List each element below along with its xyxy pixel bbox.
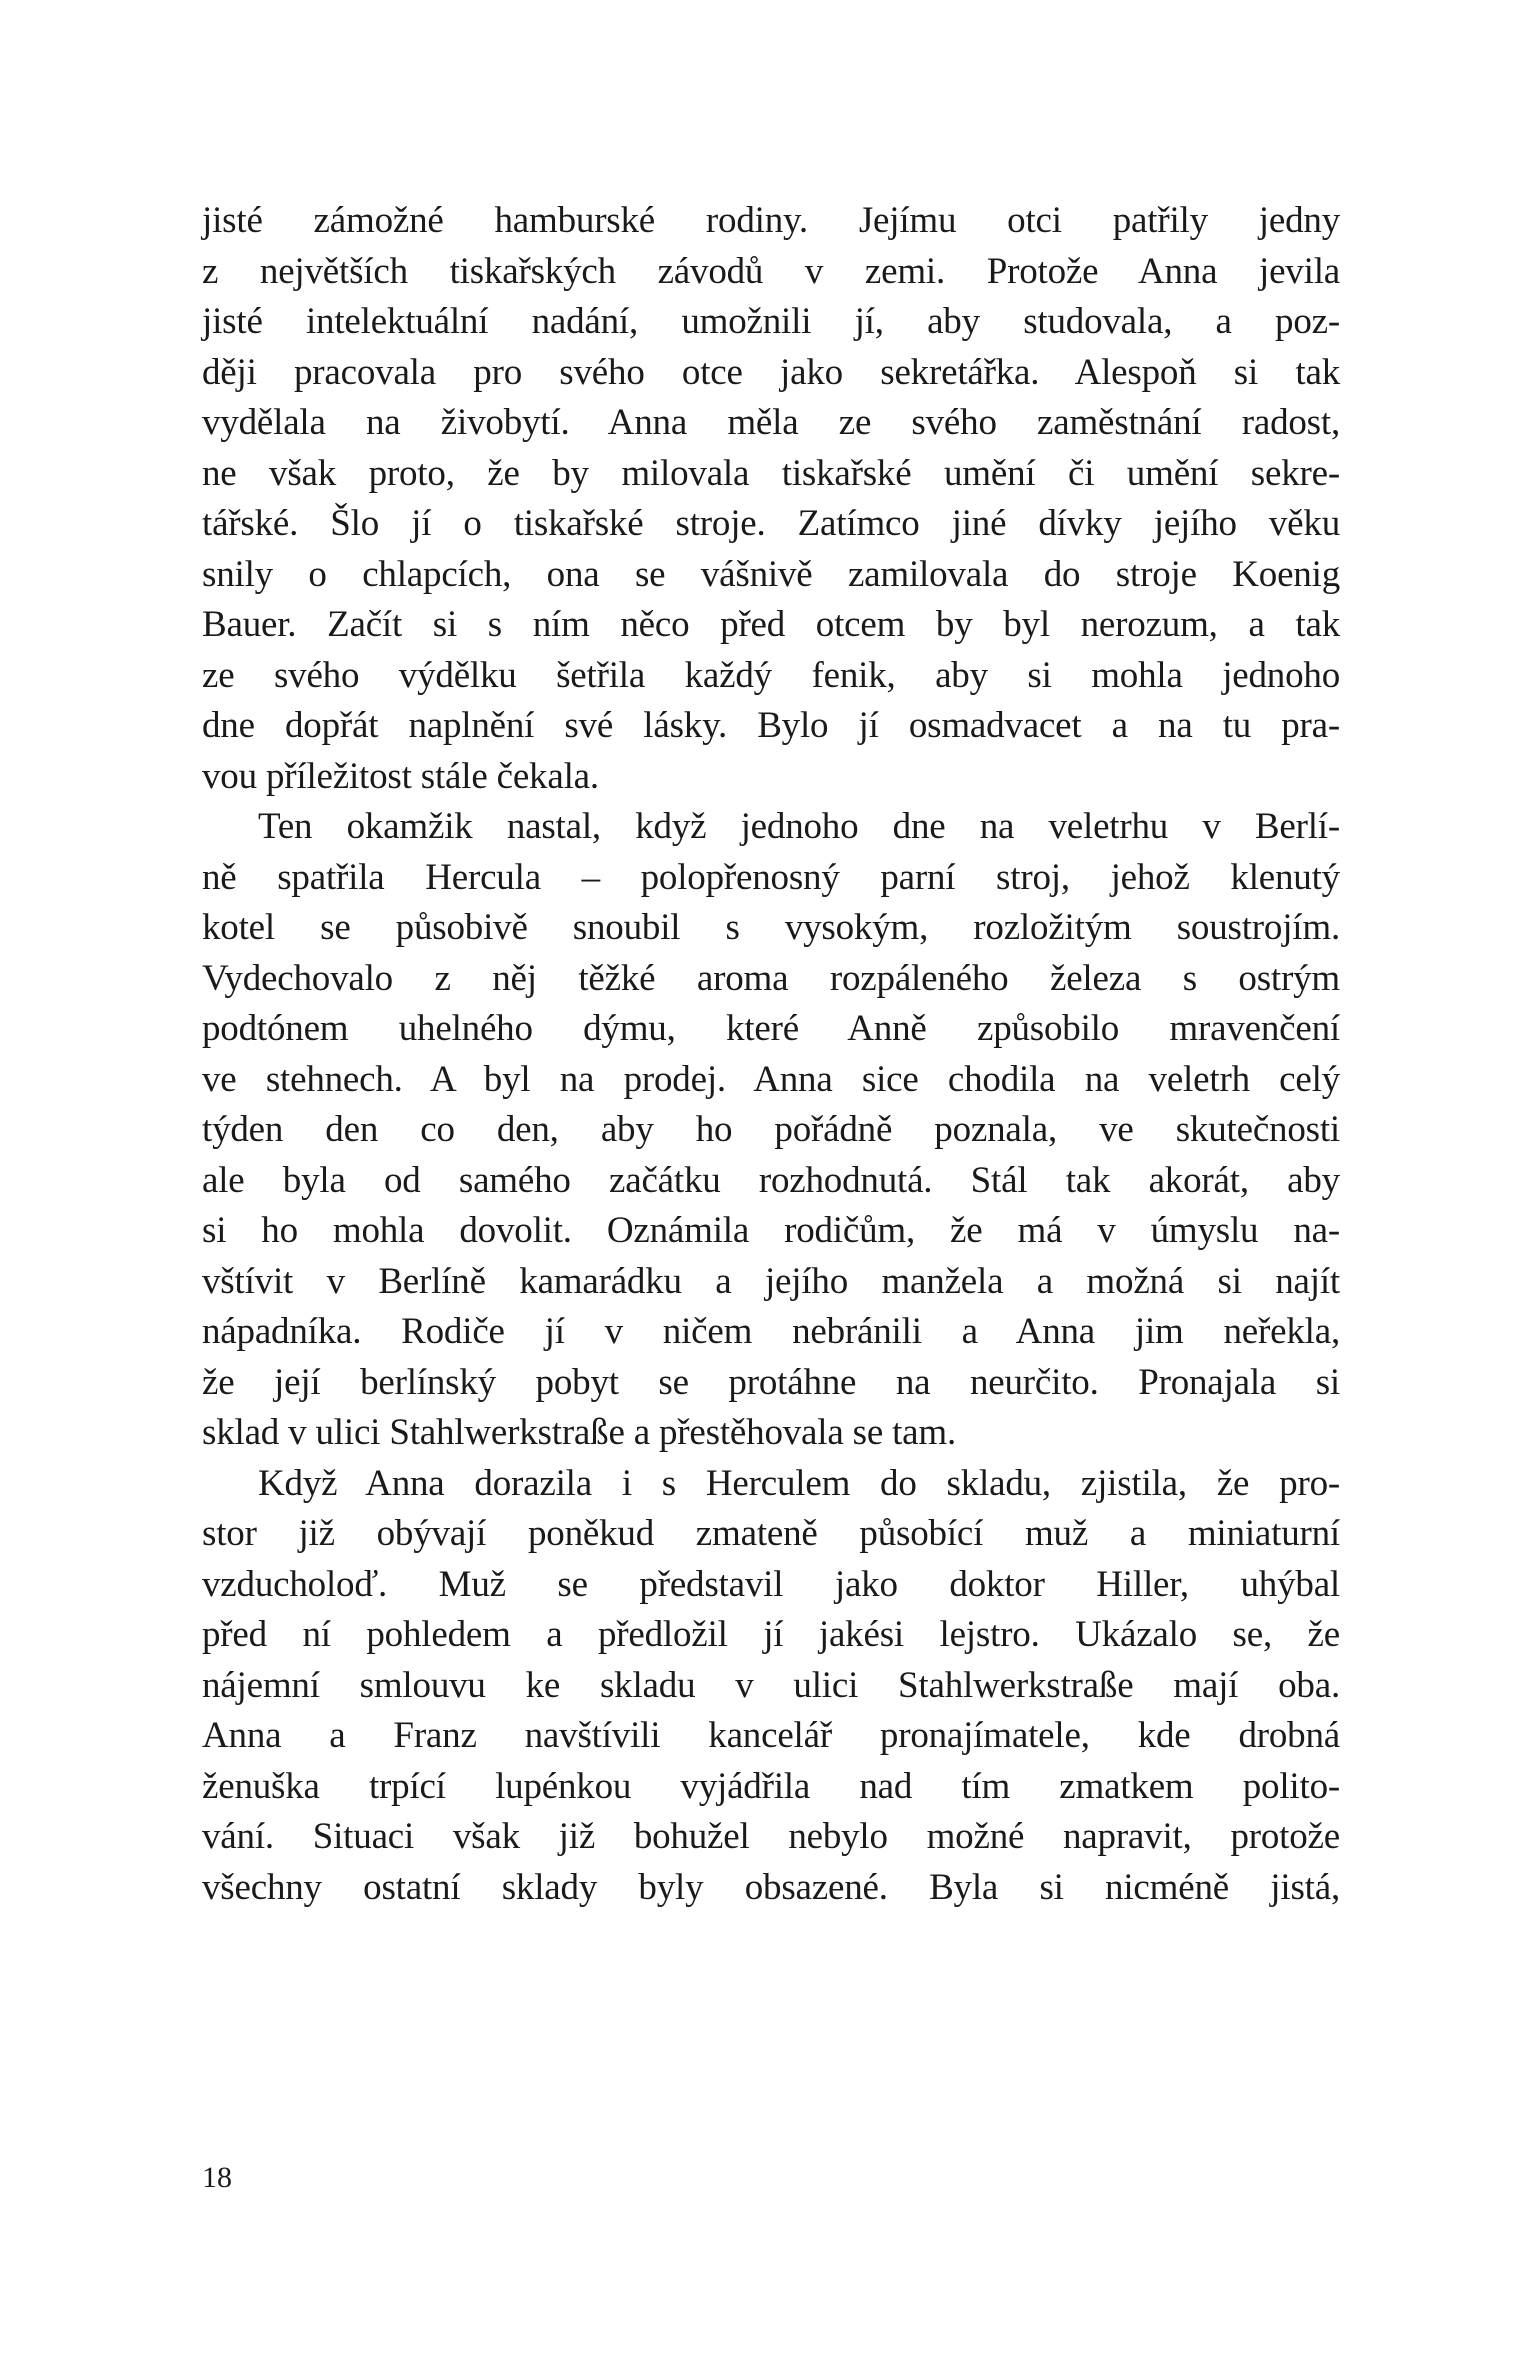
paragraph-1: [202, 196, 1340, 802]
text-line: ze svého výdělku šetřila každý fenik, aby si mohla jednoho: [202, 654, 1340, 696]
text-line: ženuška trpící lupénkou vyjádřila nad tím zmatkem polito-: [202, 1765, 1340, 1807]
text-line: Anna a Franz navštívili kancelář pronajímatele, kde drobná: [202, 1715, 1340, 1756]
text-line: podtónem uhelného dýmu, které Anně způsobilo mravenčení: [202, 1008, 1340, 1049]
text-line: kotel se působivě snoubil s vysokým, rozložitým soustrojím.: [202, 907, 1340, 948]
text-line: vzducholoď. Muž se představil jako doktor Hiller, uhýbal: [202, 1563, 1340, 1605]
text-line: že její berlínský pobyt se protáhne na neurčito. Pronajala si: [202, 1361, 1340, 1403]
text-line: tářské. Šlo jí o tiskařské stroje. Zatímco jiné dívky jejího věku: [202, 503, 1340, 544]
text-line: ně spatřila Hercula – polopřenosný parní stroj, jehož klenutý: [202, 856, 1340, 898]
text-line: před ní pohledem a předložil jí jakési lejstro. Ukázalo se, že: [202, 1614, 1340, 1655]
text-line: jisté zámožné hamburské rodiny. Jejímu otci patřily jedny: [202, 200, 1340, 241]
text-line: vou příležitost stále čekala.: [202, 755, 599, 797]
text-line: vání. Situaci však již bohužel nebylo možné napravit, protože: [202, 1816, 1340, 1857]
text-line: ve stehnech. A byl na prodej. Anna sice chodila na veletrh celý: [202, 1058, 1340, 1100]
body-text: [202, 196, 1340, 1913]
paragraph-2: [202, 802, 1340, 1459]
text-line: Bauer. Začít si s ním něco před otcem by byl nerozum, a tak: [202, 604, 1340, 645]
text-line: týden den co den, aby ho pořádně poznala, ve skutečnosti: [202, 1109, 1340, 1150]
text-line: ne však proto, že by milovala tiskařské umění či umění sekre-: [202, 452, 1340, 494]
text-line: Vydechovalo z něj těžké aroma rozpáleného železa s ostrým: [202, 957, 1340, 999]
text-line: sklad v ulici Stahlwerkstraße a přestěhovala se tam.: [202, 1412, 957, 1453]
text-line: z největších tiskařských závodů v zemi. Protože Anna jevila: [202, 250, 1340, 292]
text-line: nájemní smlouvu ke skladu v ulici Stahlwerkstraße mají oba.: [202, 1664, 1340, 1706]
text-line: snily o chlapcích, ona se vášnivě zamilovala do stroje Koenig: [202, 553, 1340, 595]
paragraph-3: [202, 1459, 1340, 1914]
text-line: Když Anna dorazila i s Herculem do skladu, zjistila, že pro-: [258, 1462, 1340, 1504]
page-number: 18: [202, 2161, 232, 2194]
text-line: ději pracovala pro svého otce jako sekretářka. Alespoň si tak: [202, 351, 1340, 393]
text-line: stor již obývají poněkud zmateně působící muž a miniaturní: [202, 1513, 1340, 1554]
text-line: Ten okamžik nastal, když jednoho dne na veletrhu v Berlí-: [258, 806, 1340, 847]
text-line: všechny ostatní sklady byly obsazené. Byla si nicméně jistá,: [202, 1866, 1340, 1908]
text-line: jisté intelektuální nadání, umožnili jí, aby studovala, a poz-: [202, 301, 1340, 342]
text-line: si ho mohla dovolit. Oznámila rodičům, že má v úmyslu na-: [202, 1210, 1340, 1251]
text-line: vydělala na živobytí. Anna měla ze svého zaměstnání radost,: [202, 402, 1340, 443]
text-line: dne dopřát naplnění své lásky. Bylo jí osmadvacet a na tu pra-: [202, 705, 1340, 746]
text-line: nápadníka. Rodiče jí v ničem nebránili a Anna jim neřekla,: [202, 1311, 1340, 1352]
text-line: vštívit v Berlíně kamarádku a jejího manžela a možná si najít: [202, 1260, 1340, 1302]
text-line: ale byla od samého začátku rozhodnutá. Stál tak akorát, aby: [202, 1159, 1340, 1201]
